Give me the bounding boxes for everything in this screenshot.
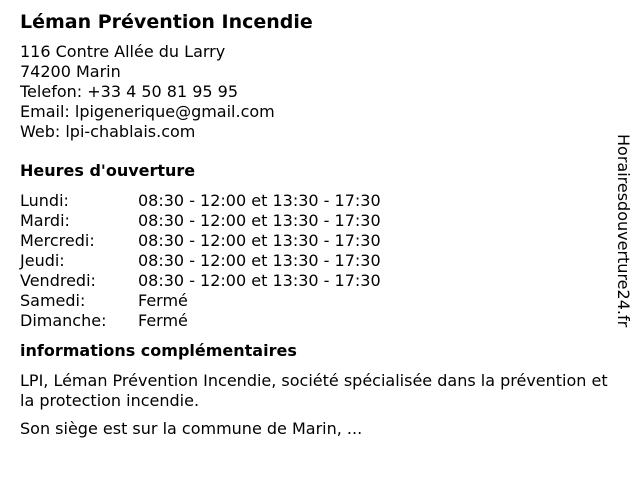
- business-card: [20, 10, 610, 447]
- hours-row-sunday: [20, 311, 610, 331]
- hours-heading: Heures d'ouverture: [20, 161, 196, 180]
- email-line: Email: lpigenerique@gmail.com: [20, 102, 275, 121]
- hours-day: Mardi:: [20, 211, 70, 230]
- hours-row-friday: [20, 271, 610, 291]
- site-brand-vertical: Horairesdouverture24.fr: [614, 134, 633, 328]
- address-line-1: 116 Contre Allée du Larry: [20, 42, 226, 61]
- hours-value: 08:30 - 12:00 et 13:30 - 17:30: [138, 231, 381, 250]
- hours-row-thursday: [20, 251, 610, 271]
- hours-value: 08:30 - 12:00 et 13:30 - 17:30: [138, 251, 381, 270]
- hours-day: Samedi:: [20, 291, 86, 310]
- phone-line: Telefon: +33 4 50 81 95 95: [20, 82, 239, 101]
- hours-value: Fermé: [138, 291, 188, 310]
- extra-info-paragraph-2: Son siège est sur la commune de Marin, ...: [20, 419, 363, 438]
- hours-value: 08:30 - 12:00 et 13:30 - 17:30: [138, 191, 381, 210]
- hours-row-tuesday: [20, 211, 610, 231]
- hours-day: Dimanche:: [20, 311, 107, 330]
- hours-day: Vendredi:: [20, 271, 96, 290]
- address-line-2: 74200 Marin: [20, 62, 121, 81]
- hours-row-monday: [20, 191, 610, 211]
- extra-info-heading: informations complémentaires: [20, 341, 297, 360]
- contact-block: [20, 42, 610, 142]
- hours-day: Lundi:: [20, 191, 69, 210]
- hours-table: [20, 191, 610, 331]
- business-name: Léman Prévention Incendie: [20, 11, 313, 33]
- web-line: Web: lpi-chablais.com: [20, 122, 196, 141]
- extra-info-paragraph-1: LPI, Léman Prévention Incendie, société spécialisée dans la prévention et la protection incendie.: [20, 371, 608, 410]
- hours-row-saturday: [20, 291, 610, 311]
- hours-day: Mercredi:: [20, 231, 95, 250]
- hours-value: 08:30 - 12:00 et 13:30 - 17:30: [138, 271, 381, 290]
- hours-value: Fermé: [138, 311, 188, 330]
- hours-value: 08:30 - 12:00 et 13:30 - 17:30: [138, 211, 381, 230]
- hours-day: Jeudi:: [20, 251, 65, 270]
- hours-row-wednesday: [20, 231, 610, 251]
